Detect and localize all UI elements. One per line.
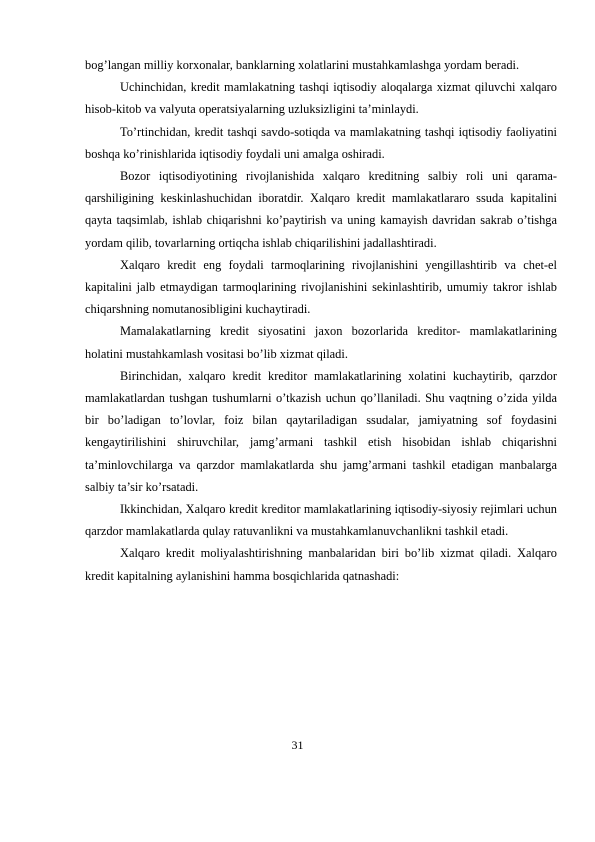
paragraph-second-point: Ikkinchidan, Xalqaro kredit kreditor mamlakatlarining iqtisodiy-siyosiy rejimlari uchun qarzdor mamlakatlarda qulay ratuvanlikni va mustahkamlanuvchanlikni tashkil etadi.	[85, 502, 557, 539]
paragraph-financing-source: Xalqaro kredit moliyalashtirishning manbalaridan biri bo’lib xizmat qiladi. Xalqaro kredit kapitalning aylanishini hamma bosqichlarida qatnashadi:	[85, 546, 557, 583]
paragraph-first-point: Birinchidan, xalqaro kredit kreditor mamlakatlarining xolatini kuchaytirib, qarzdor mamlakatlardan tushgan tushumlarni o’tkazish uchun qo’llaniladi. Shu vaqtning o’zida yilda bir bo’ladigan to’lovlar, foiz bilan qaytariladigan ssudalar, jamiyatning sof foydasini kengaytirilishini shiruvchilar, jamg’armani tashkil etish hisobidan ishlab chiqarishni ta’minlovchilarga va qarzdor mamlakatlarda shu jamg’armani tashkil etadigan manbalarga salbiy ta’sir ko’rsatadi.	[85, 368, 557, 494]
paragraph-profitable-sectors: Xalqaro kredit eng foydali tarmoqlarining rivojlanishini yengillashtirib va chet-el kapitalini jalb etmaydigan tarmoqlarining rivojlanishini sekinlashtirib, umumiy takror ishlab chiqarshning nomutanosibligini kuchaytiradi.	[85, 257, 557, 317]
paragraph-fourth-point: To’rtinchidan, kredit tashqi savdo-sotiqda va mamlakatning tashqi iqtisodiy faoliyatini boshqa ko’rinishlarida iqtisodiy foydali uni amalga oshiradi.	[85, 124, 557, 161]
document-page	[85, 54, 557, 587]
paragraph-credit-policy: Mamalakatlarning kredit siyosatini jaxon bozorlarida kreditor- mamlakatlarining holatini mustahkamlash vositasi bo’lib xizmat qiladi.	[85, 324, 557, 361]
paragraph-third-point: Uchinchidan, kredit mamlakatning tashqi iqtisodiy aloqalarga xizmat qiluvchi xalqaro hisob-kitob va valyuta operatsiyalarning uzluksizligini ta’minlaydi.	[85, 80, 557, 117]
page-number: 31	[291, 738, 304, 752]
paragraph-continuation: bog’langan milliy korxonalar, banklarning xolatlarini mustahkamlashga yordam beradi.	[85, 58, 520, 72]
paragraph-negative-role: Bozor iqtisodiyotining rivojlanishida xalqaro kreditning salbiy roli uni qarama- qarshiligining keskinlashuchidan iboratdir. Xalqaro kredit mamlakatlararo ssuda kapitalini qayta taqsimlab, ishlab chiqarishni ko’paytirish va uning kamayish davridan sakrab o’tishga yordam qilib, tovarlarning ortiqcha ishlab chiqarilishini jadallashtiradi.	[85, 169, 557, 250]
